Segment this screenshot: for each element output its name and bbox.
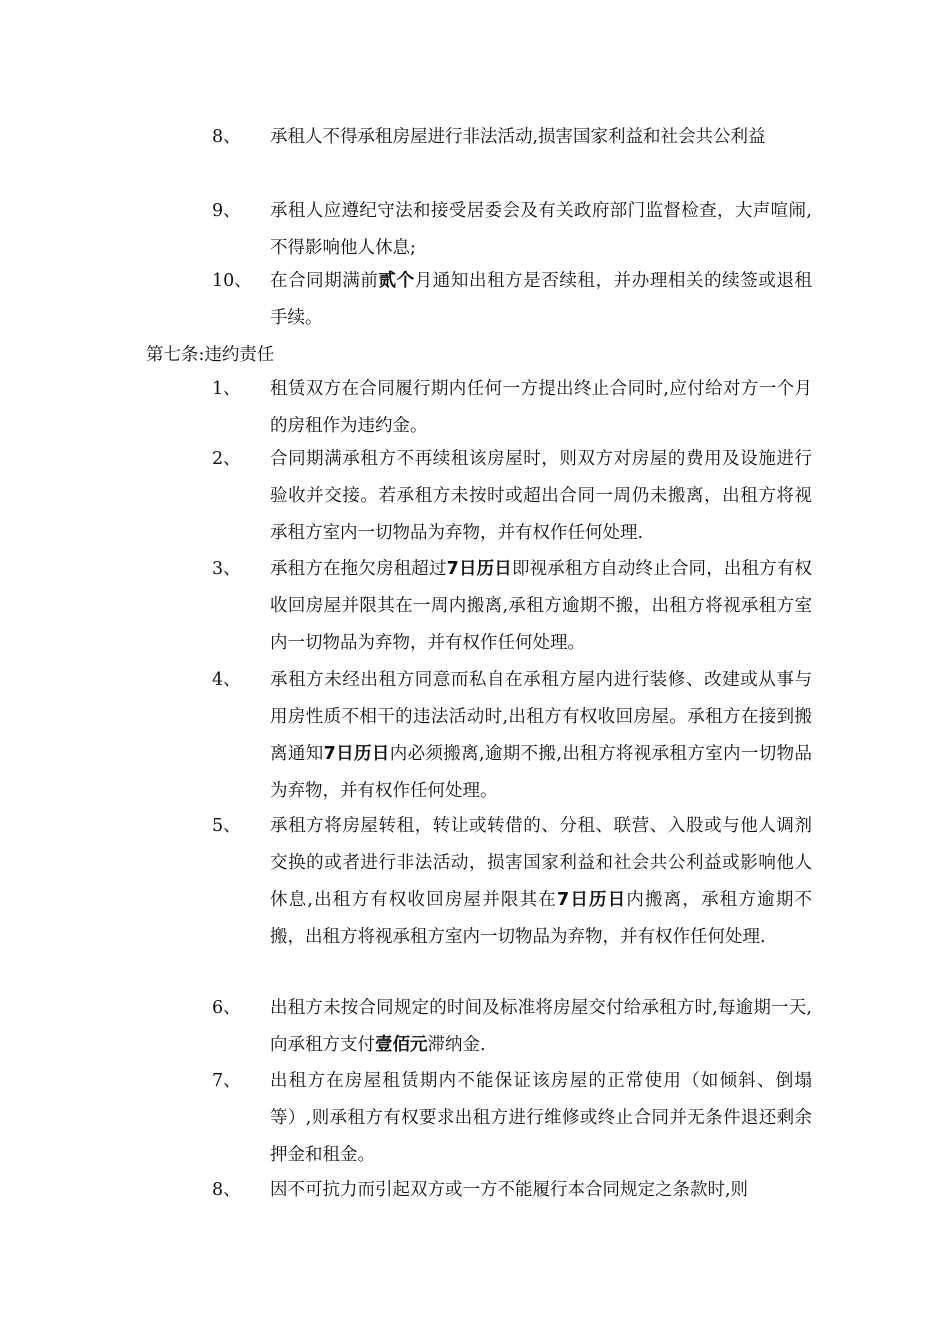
clause-text — [270, 371, 812, 445]
clause-text — [270, 551, 812, 662]
section-heading: 第七条:违约责任 — [146, 345, 275, 365]
bold-run: 7日历日 — [446, 559, 512, 579]
text-run: 承租方未经出租方同意而私自在承租方屋内进行装修、改建或从事与用房性质不相干的违法活动时,出租方有权收回房屋。承租方在接到搬离通知 — [270, 670, 812, 764]
clause-text — [270, 119, 812, 156]
text-run: 承租方在拖欠房租超过 — [270, 559, 447, 579]
clause-number: 3、 — [212, 559, 241, 579]
clause-text — [270, 193, 812, 267]
text-run: 月通知出租方是否续租，并办理相关的续签或退租手续。 — [270, 271, 813, 328]
clause-number: 7、 — [212, 1071, 241, 1091]
text-run: 承租方将房屋转租，转让或转借的、分租、联营、入股或与他人调剂交换的或者进行非法活动，损害国家利益和社会共公利益或影响他人休息,出租方有权收回房屋并限其在 — [270, 816, 812, 910]
text-run: 承租人应遵纪守法和接受居委会及有关政府部门监督检查，大声喧闹,不得影响他人休息; — [270, 201, 812, 258]
clause-item — [212, 551, 812, 662]
text-run: 内搬离，承租方逾期不搬，出租方将视承租方室内一切物品为弃物，并有权作任何处理. — [270, 890, 813, 947]
bold-run: 贰个 — [378, 271, 415, 291]
text-run: 承租人不得承租房屋进行非法活动,损害国家利益和社会共公利益 — [270, 127, 766, 147]
text-run: 合同期满承租方不再续租该房屋时，则双方对房屋的费用及设施进行验收并交接。若承租方未按时或超出合同一周仍未搬离，出租方将视承租方室内一切物品为弃物，并有权作任何处理. — [270, 449, 812, 543]
bold-run: 7日历日 — [556, 890, 627, 910]
clause-number: 6、 — [212, 998, 241, 1018]
clause-number: 9、 — [212, 201, 241, 221]
clause-text — [270, 808, 812, 956]
clause-item — [212, 119, 812, 156]
clause-item — [212, 808, 812, 956]
clause-text — [270, 1063, 812, 1174]
clause-number: 4、 — [212, 670, 241, 690]
clause-number: 1、 — [212, 379, 241, 399]
clause-item — [212, 1063, 812, 1174]
text-run: 出租方在房屋租赁期内不能保证该房屋的正常使用（如倾斜、倒塌等）,则承租方有权要求出租方进行维修或终止合同并无条件退还剩余押金和租金。 — [270, 1071, 812, 1165]
clause-number: 8、 — [212, 1180, 241, 1200]
text-run: 即视承租方自动终止合同，出租方有权收回房屋并限其在一周内搬离,承租方逾期不搬，出租方将视承租方室内一切物品为弃物，并有权作任何处理。 — [270, 559, 813, 653]
clause-number: 10、 — [212, 271, 252, 291]
text-run: 滞纳金. — [427, 1035, 486, 1055]
clause-item — [212, 990, 812, 1064]
text-run: 内必须搬离,逾期不搬,出租方将视承租方室内一切物品为弃物，并有权作任何处理。 — [270, 744, 813, 801]
clause-number: 5、 — [212, 816, 241, 836]
clause-text — [270, 662, 812, 810]
text-run: 租赁双方在合同履行期内任何一方提出终止合同时,应付给对方一个月的房租作为违约金。 — [270, 379, 812, 436]
clause-text — [270, 1172, 812, 1209]
clause-text — [270, 990, 812, 1064]
clause-text — [270, 441, 812, 552]
clause-number: 8、 — [212, 127, 241, 147]
clause-item — [212, 193, 812, 267]
text-run: 因不可抗力而引起双方或一方不能履行本合同规定之条款时,则 — [270, 1180, 749, 1200]
clause-text — [270, 263, 812, 337]
clause-item — [212, 371, 812, 445]
clause-item — [212, 263, 812, 337]
clause-number: 2、 — [212, 449, 241, 469]
clause-item — [212, 662, 812, 810]
text-run: 在合同期满前 — [270, 271, 379, 291]
clause-item — [212, 1172, 812, 1209]
text-run: 出租方未按合同规定的时间及标准将房屋交付给承租方时,每逾期一天,向承租方支付 — [270, 998, 812, 1055]
bold-run: 7日历日 — [323, 744, 390, 764]
clause-item — [212, 441, 812, 552]
bold-run: 壹佰元 — [375, 1035, 428, 1055]
